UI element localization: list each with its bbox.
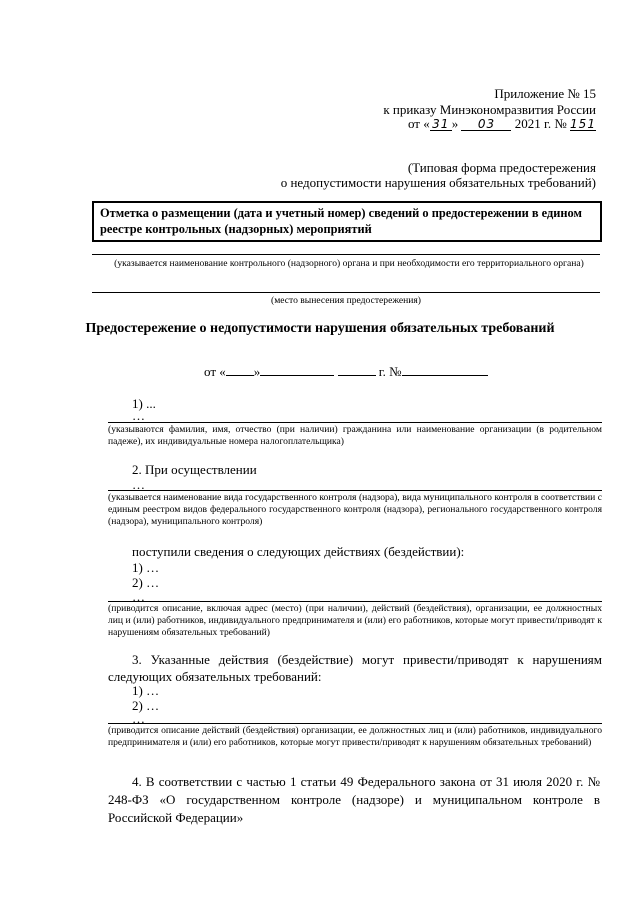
section3-text: 3. Указанные действия (бездействие) могут привести/приводят к нарушениям следующих обязательных требований:: [108, 652, 602, 684]
info-dots: …: [132, 589, 145, 604]
place-line: [92, 292, 600, 293]
requirements-hint: (приводится описание действий (бездействия) организации, ее должностных лиц и (или) работников, индивидуального предпринимателя и (или) его работников, которые могут привести/приводят к нарушениям обязательных требований): [108, 725, 602, 748]
appendix-number: 151: [570, 117, 596, 131]
info-item-1: 1) …: [132, 560, 160, 575]
control-type-hint: (указывается наименование вида государственного контроля (надзора), вида муниципального контроля в соответствии с единым реестром видов федерального государственного контроля (надзора), регионального государственного контроля (надзора), муниципального контроля): [108, 492, 602, 527]
organ-hint: (указывается наименование контрольного (надзорного) органа и при необходимости его территориального органа): [114, 258, 584, 269]
section3-item-1: 1) …: [132, 683, 160, 698]
section4-text: 4. В соответствии с частью 1 статьи 49 Федерального закона от 31 июля 2020 г. № 248-ФЗ «О государственном контроле (надзоре) и муниципальном контроле в Российской Федерации»: [108, 774, 600, 825]
person-hint: (указываются фамилия, имя, отчество (при наличии) гражданина или наименование организации (в родительном падеже), их индивидуальные номера налогоплательщика): [108, 424, 602, 447]
info-heading: поступили сведения о следующих действиях (бездействии):: [132, 544, 465, 559]
requirements-line: [108, 723, 602, 724]
actions-hint: (приводится описание, включая адрес (место) (при наличии), действий (бездействия), организации, ее должностных лиц и (или) работников, индивидуального предпринимателя и (или) его работников, которые могут привести/приводят к нарушениям обязательных требований): [108, 603, 602, 638]
section2-dots: …: [132, 477, 145, 492]
appendix-line-2: к приказу Минэкономразвития России: [383, 102, 596, 117]
standard-form-line-2: о недопустимости нарушения обязательных требований): [280, 175, 596, 190]
control-line: [108, 490, 602, 491]
appendix-date-prefix: от «: [407, 116, 430, 131]
register-box: Отметка о размещении (дата и учетный номер) сведений о предостережении в едином реестре контрольных (надзорных) мероприятий: [92, 201, 602, 242]
standard-form-line-1: (Типовая форма предостережения: [407, 160, 596, 175]
dateline-month-blank: [260, 365, 334, 376]
section1-item: 1) ...: [132, 396, 156, 411]
section2-heading: 2. При осуществлении: [132, 462, 257, 477]
place-hint: (место вынесения предостережения): [271, 295, 421, 306]
dateline-day-blank: [226, 365, 254, 376]
info-item-2: 2) …: [132, 575, 160, 590]
appendix-day-sep: »: [451, 116, 459, 131]
appendix-month: 03: [461, 118, 511, 131]
actions-line: [108, 601, 602, 602]
section1-dots: …: [132, 408, 145, 423]
appendix-year-text: 2021 г. №: [514, 116, 567, 131]
section3-item-2: 2) …: [132, 698, 160, 713]
dateline-year-blank: [338, 365, 376, 376]
dateline-prefix: от «: [204, 364, 226, 379]
organ-line: [92, 254, 600, 255]
person-line: [108, 422, 602, 423]
dateline-mid: »: [253, 364, 261, 379]
section3-dots: …: [132, 711, 145, 726]
dateline-year-suffix: г. №: [378, 364, 402, 379]
document-title: Предостережение о недопустимости нарушения обязательных требований: [85, 321, 555, 336]
appendix-line-1: Приложение № 15: [494, 86, 596, 101]
appendix-date-line: [408, 116, 596, 132]
appendix-day: 31: [430, 118, 452, 131]
dateline-number-blank: [402, 365, 488, 376]
dateline: [204, 364, 488, 380]
